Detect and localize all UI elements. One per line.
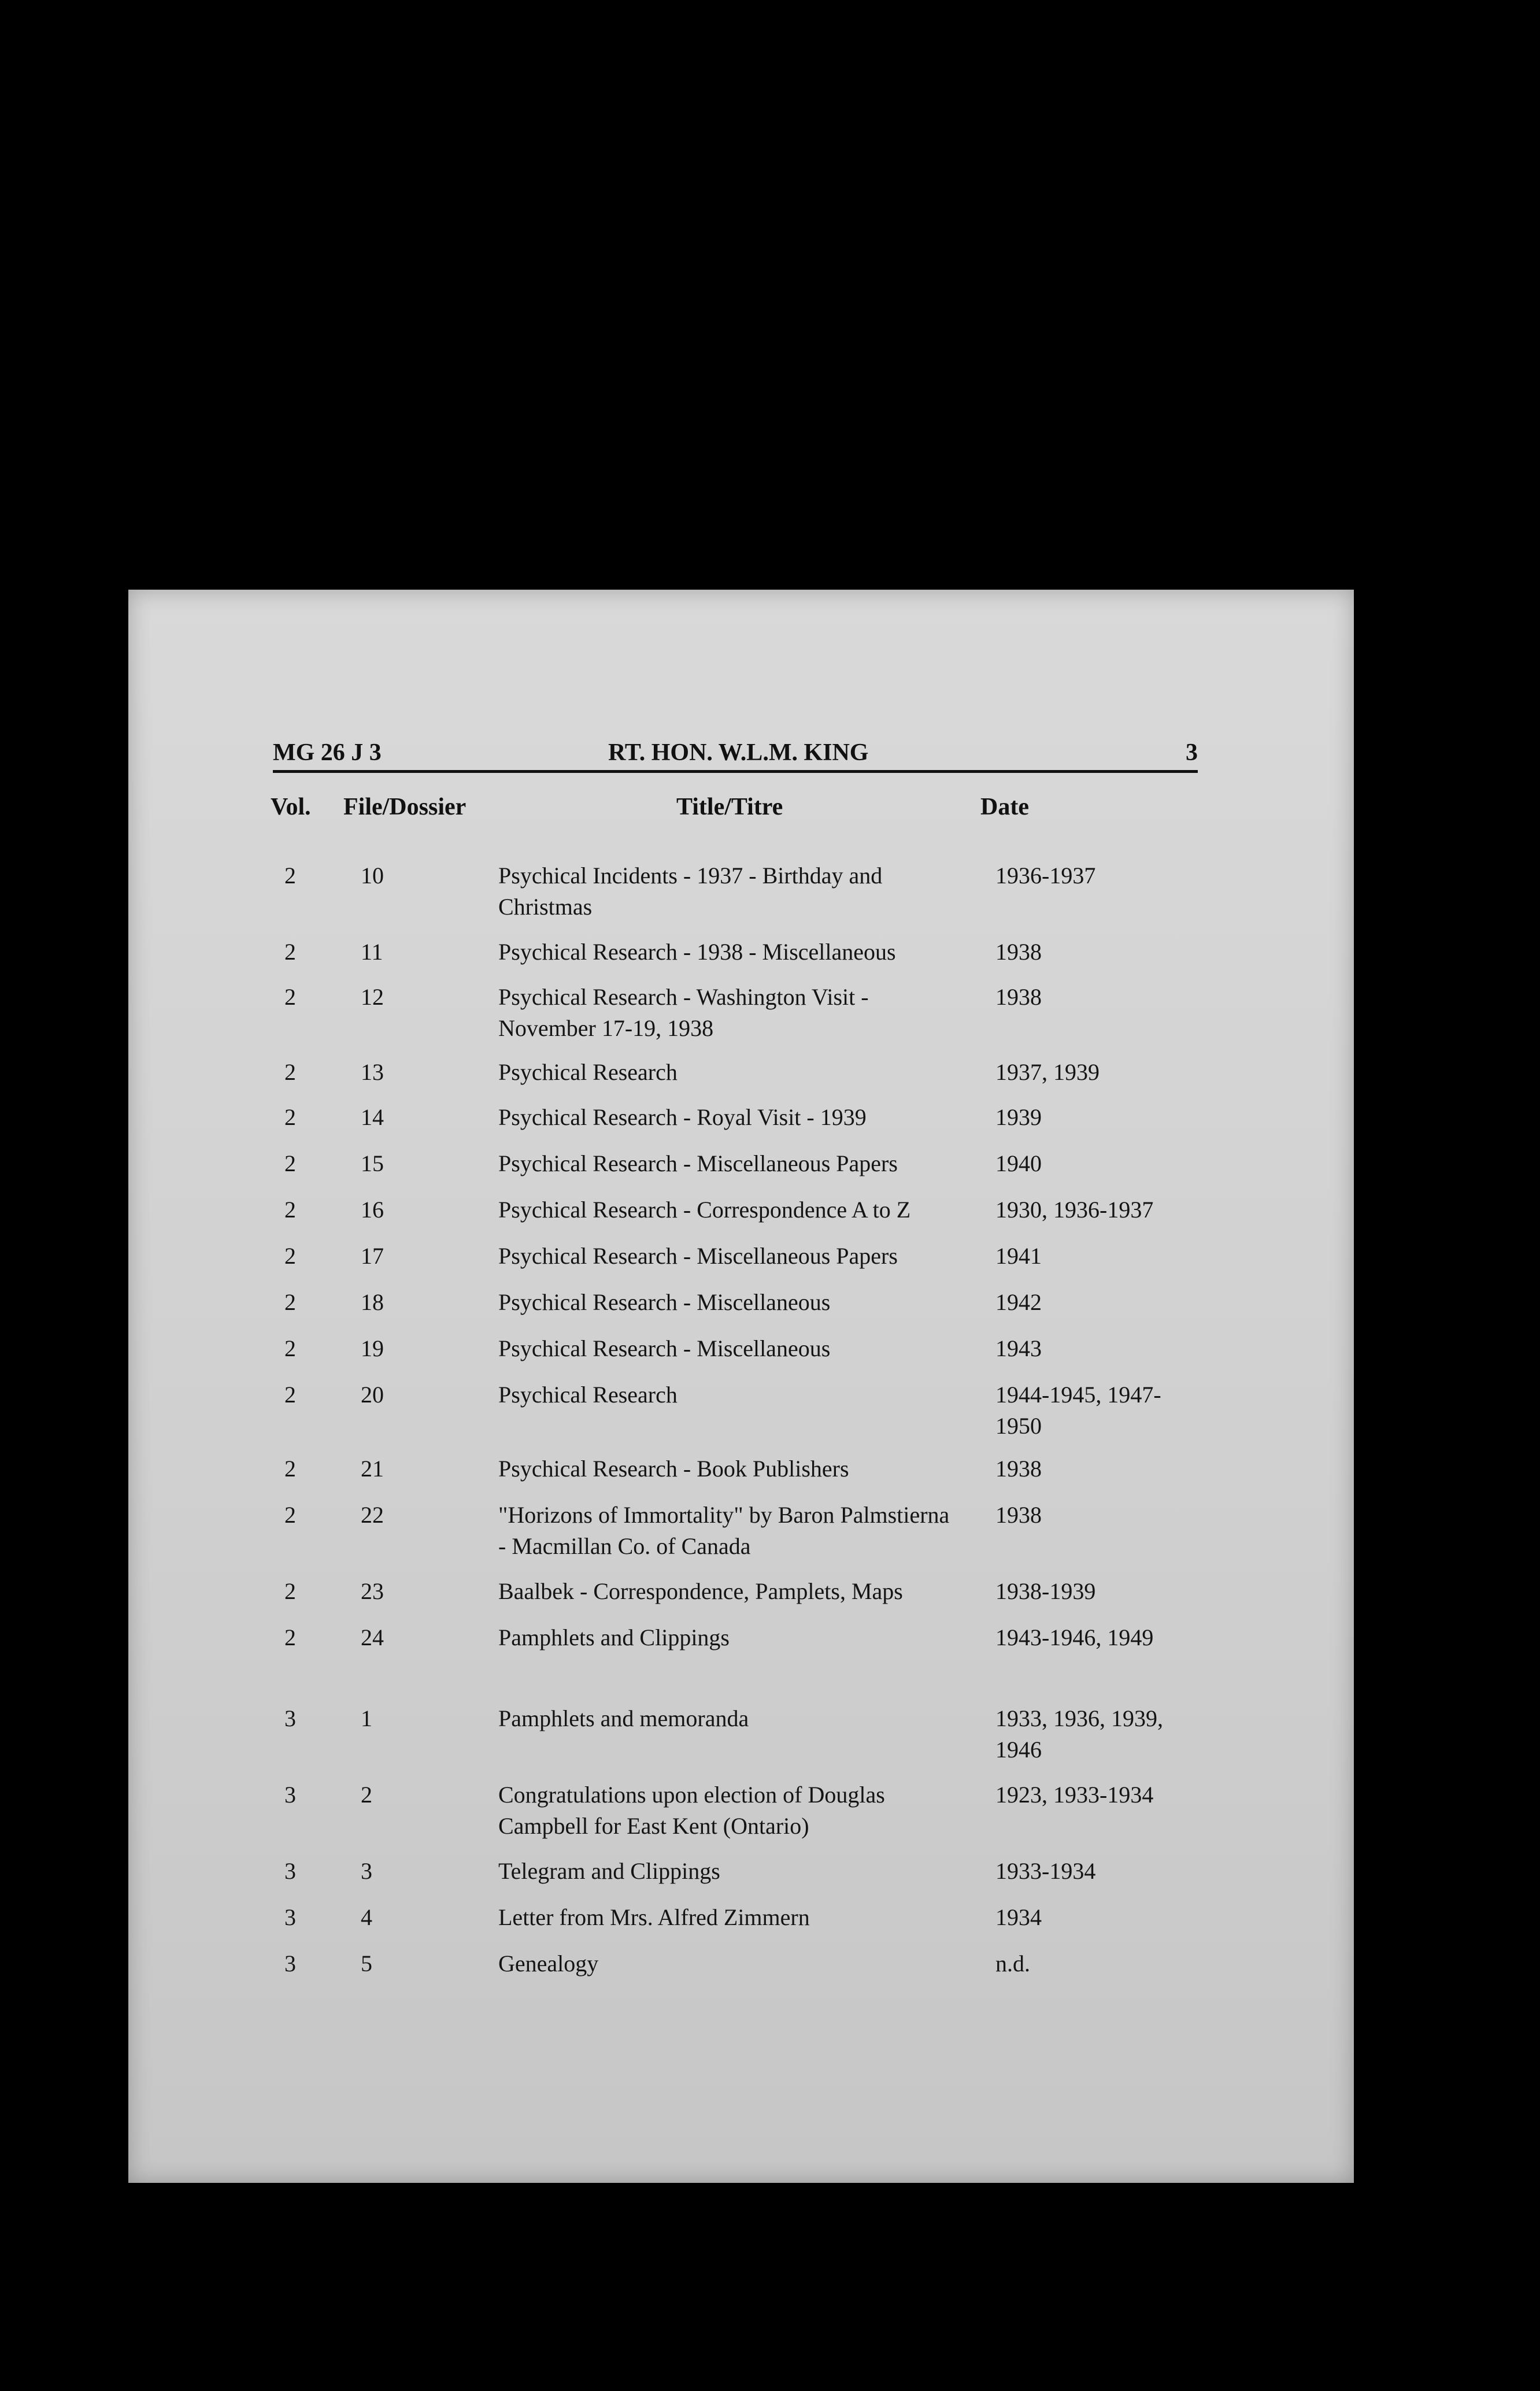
file-cell: 24 xyxy=(361,1624,384,1650)
date-cell: 1934 xyxy=(995,1904,1042,1930)
title-cell: Psychical Research - Royal Visit - 1939 xyxy=(498,1104,867,1130)
collection-title: RT. HON. W.L.M. KING xyxy=(608,739,869,766)
title-cell: Baalbek - Correspondence, Pamplets, Maps xyxy=(498,1578,903,1604)
date-cell: 1943-1946, 1949 xyxy=(995,1624,1154,1650)
title-cell: Psychical Research xyxy=(498,1382,678,1408)
date-cell: 1938 xyxy=(995,984,1042,1010)
vol-cell: 2 xyxy=(284,1578,296,1604)
date-cell: 1942 xyxy=(995,1289,1042,1315)
file-cell: 16 xyxy=(361,1197,384,1223)
vol-cell: 2 xyxy=(284,1243,296,1269)
vol-cell: 2 xyxy=(284,1059,296,1085)
vol-cell: 2 xyxy=(284,1456,296,1482)
vol-cell: 2 xyxy=(284,863,296,889)
file-cell: 22 xyxy=(361,1502,384,1528)
vol-cell: 2 xyxy=(284,1197,296,1223)
vol-cell: 2 xyxy=(284,984,296,1010)
date-cell: 1933-1934 xyxy=(995,1858,1096,1884)
title-cell: Pamphlets and memoranda xyxy=(498,1705,749,1731)
title-cell: Psychical Research - Correspondence A to Z xyxy=(498,1197,911,1223)
date-cell: 1938 xyxy=(995,1502,1042,1528)
file-cell: 4 xyxy=(361,1904,372,1930)
date-cell: 1938 xyxy=(995,1456,1042,1482)
date-cell: 1923, 1933-1934 xyxy=(995,1782,1154,1808)
date-cell: 1936-1937 xyxy=(995,863,1096,889)
date-cell: 1940 xyxy=(995,1150,1042,1176)
title-cell: Psychical Incidents - 1937 - Birthday and Christmas xyxy=(498,863,883,920)
vol-cell: 3 xyxy=(284,1904,296,1930)
page-number: 3 xyxy=(1186,739,1198,766)
vol-cell: 2 xyxy=(284,1104,296,1130)
file-cell: 11 xyxy=(361,939,383,965)
date-cell: 1937, 1939 xyxy=(995,1059,1100,1085)
date-cell: 1930, 1936-1937 xyxy=(995,1197,1154,1223)
column-header-title: Title/Titre xyxy=(676,794,783,820)
title-cell: Psychical Research - Miscellaneous Papers xyxy=(498,1243,898,1269)
vol-cell: 2 xyxy=(284,939,296,965)
date-cell: 1941 xyxy=(995,1243,1042,1269)
title-cell: Genealogy xyxy=(498,1950,599,1977)
title-cell: Psychical Research - 1938 - Miscellaneous xyxy=(498,939,896,965)
title-cell: Psychical Research xyxy=(498,1059,678,1085)
date-cell: 1944-1945, 1947-1950 xyxy=(995,1382,1161,1439)
vol-cell: 2 xyxy=(284,1289,296,1315)
file-cell: 12 xyxy=(361,984,384,1010)
file-cell: 21 xyxy=(361,1456,384,1482)
title-cell: Congratulations upon election of Douglas Campbell for East Kent (Ontario) xyxy=(498,1782,885,1839)
file-cell: 18 xyxy=(361,1289,384,1315)
file-cell: 5 xyxy=(361,1950,372,1977)
file-cell: 20 xyxy=(361,1382,384,1408)
title-cell: Pamphlets and Clippings xyxy=(498,1624,730,1650)
file-cell: 17 xyxy=(361,1243,384,1269)
title-cell: Psychical Research - Washington Visit - November 17-19, 1938 xyxy=(498,984,869,1041)
fonds-reference: MG 26 J 3 xyxy=(273,739,382,766)
title-cell: Letter from Mrs. Alfred Zimmern xyxy=(498,1904,810,1930)
date-cell: 1943 xyxy=(995,1335,1042,1361)
file-cell: 10 xyxy=(361,863,384,889)
file-list xyxy=(128,590,1354,2183)
title-cell: Psychical Research - Book Publishers xyxy=(498,1456,849,1482)
file-cell: 14 xyxy=(361,1104,384,1130)
vol-cell: 3 xyxy=(284,1858,296,1884)
file-cell: 1 xyxy=(361,1705,372,1731)
vol-cell: 2 xyxy=(284,1335,296,1361)
file-cell: 3 xyxy=(361,1858,372,1884)
file-cell: 15 xyxy=(361,1150,384,1176)
date-cell: 1938 xyxy=(995,939,1042,965)
date-cell: n.d. xyxy=(995,1950,1030,1977)
date-cell: 1939 xyxy=(995,1104,1042,1130)
date-cell: 1933, 1936, 1939, 1946 xyxy=(995,1705,1163,1763)
vol-cell: 2 xyxy=(284,1150,296,1176)
column-header-file: File/Dossier xyxy=(343,794,467,820)
title-cell: Telegram and Clippings xyxy=(498,1858,720,1884)
vol-cell: 3 xyxy=(284,1950,296,1977)
vol-cell: 3 xyxy=(284,1782,296,1808)
vol-cell: 2 xyxy=(284,1502,296,1528)
title-cell: Psychical Research - Miscellaneous xyxy=(498,1335,831,1361)
file-cell: 2 xyxy=(361,1782,372,1808)
date-cell: 1938-1939 xyxy=(995,1578,1096,1604)
vol-cell: 2 xyxy=(284,1624,296,1650)
column-header-vol: Vol. xyxy=(271,794,311,820)
title-cell: "Horizons of Immortality" by Baron Palmstierna - Macmillan Co. of Canada xyxy=(498,1502,950,1559)
title-cell: Psychical Research - Miscellaneous xyxy=(498,1289,831,1315)
document-page xyxy=(128,590,1354,2183)
file-cell: 23 xyxy=(361,1578,384,1604)
vol-cell: 2 xyxy=(284,1382,296,1408)
column-header-date: Date xyxy=(980,794,1029,820)
file-cell: 13 xyxy=(361,1059,384,1085)
vol-cell: 3 xyxy=(284,1705,296,1731)
title-cell: Psychical Research - Miscellaneous Papers xyxy=(498,1150,898,1176)
file-cell: 19 xyxy=(361,1335,384,1361)
